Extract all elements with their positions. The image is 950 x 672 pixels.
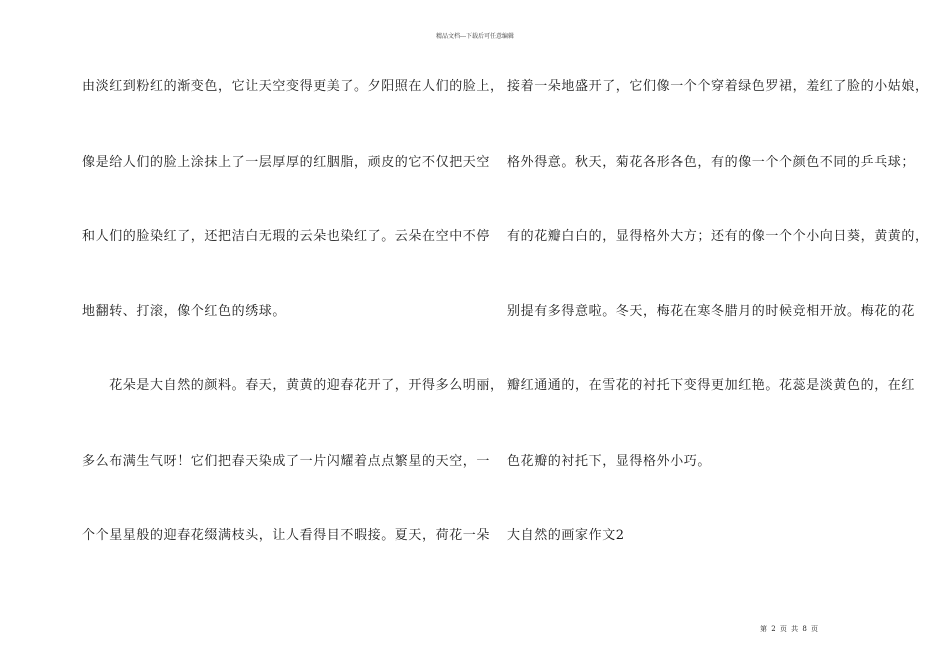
paragraph-line: 瓣红通通的，在雪花的衬托下变得更加红艳。花蕊是淡黄色的，在红 (507, 378, 916, 393)
page-number: 第 2 页 共 8 页 (760, 625, 820, 633)
paragraph-line: 花朵是大自然的颜料。春天，黄黄的迎春花开了，开得多么明丽， (82, 378, 504, 393)
paragraph-line: 格外得意。秋天，菊花各形各色，有的像一个个颜色不同的乒乓球； (507, 155, 916, 170)
paragraph-line: 多么布满生气呀！它们把春天染成了一片闪耀着点点繁星的天空，一 (82, 454, 491, 469)
paragraph-line: 有的花瓣白白的，显得格外大方；还有的像一个个小向日葵，黄黄的， (507, 229, 929, 244)
paragraph-line: 别提有多得意啦。冬天，梅花在寒冬腊月的时候竞相开放。梅花的花 (507, 304, 916, 319)
paragraph-line: 由淡红到粉红的渐变色，它让天空变得更美了。夕阳照在人们的脸上， (82, 79, 504, 94)
page-header: 精品文档---下载后可任意编辑 (435, 33, 515, 40)
paragraph-line: 地翻转、打滚，像个红色的绣球。 (82, 304, 287, 319)
paragraph-line: 接着一朵地盛开了，它们像一个个穿着绿色罗裙，羞红了脸的小姑娘， (507, 79, 929, 94)
paragraph-line: 像是给人们的脸上涂抹上了一层厚厚的红胭脂，顽皮的它不仅把天空 (82, 155, 491, 170)
paragraph-line: 和人们的脸染红了，还把洁白无瑕的云朵也染红了。云朵在空中不停 (82, 229, 491, 244)
paragraph-line: 个个星星般的迎春花缀满枝头，让人看得目不暇接。夏天，荷花一朵 (82, 528, 491, 543)
section-heading: 大自然的画家作文2 (507, 528, 625, 543)
paragraph-line: 色花瓣的衬托下，显得格外小巧。 (507, 454, 712, 469)
